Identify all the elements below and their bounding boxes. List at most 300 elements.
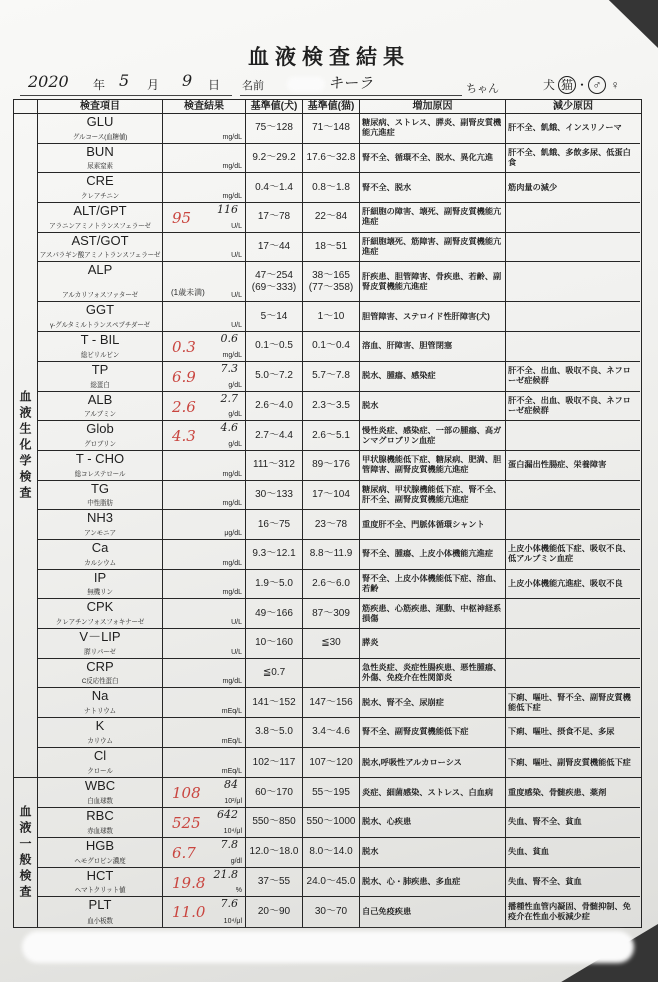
- ref-dog-cell: [246, 302, 303, 331]
- test-item-cell: [38, 203, 163, 232]
- test-item-cell: [38, 838, 163, 867]
- ref-dog-value: 47～254: [255, 269, 293, 281]
- result-unit: mg/dL: [222, 470, 242, 478]
- result-unit: mg/dL: [222, 559, 242, 567]
- name-redaction: [287, 77, 325, 92]
- increase-cause: 溶血、肝障害、胆管閉塞: [360, 332, 506, 361]
- column-header-test-item: 検査項目: [38, 100, 163, 113]
- test-item-cell: [38, 778, 163, 807]
- ref-cat-cell: [303, 897, 360, 927]
- result-value-red: 6.9: [172, 367, 196, 386]
- test-name: 白血球数: [87, 798, 113, 806]
- test-code: RBC: [86, 808, 114, 824]
- test-name: アラニンアミノトランスフェラーゼ: [49, 222, 151, 230]
- result-cell: [163, 748, 246, 778]
- test-code: TP: [91, 361, 109, 377]
- ref-dog-cell: [246, 748, 303, 778]
- species-dog-option: 犬: [542, 78, 555, 92]
- test-name: 総蛋白: [90, 381, 110, 389]
- result-unit: mEq/L: [221, 708, 242, 716]
- test-item-cell: [38, 688, 163, 717]
- result-cell: [163, 778, 246, 807]
- ref-cat-cell: [303, 451, 360, 480]
- ref-cat-cell: [303, 421, 360, 450]
- ref-dog-value: 9.3～12.1: [252, 548, 296, 560]
- ref-cat-cell: [303, 599, 360, 628]
- increase-cause: 炎症、細菌感染、ストレス、白血病: [360, 778, 506, 807]
- ref-cat-cell: [303, 233, 360, 262]
- ref-cat-cell: [303, 540, 360, 569]
- test-code: V－LIP: [79, 629, 121, 644]
- test-item-cell: [38, 262, 163, 301]
- result-value-black: 642: [217, 808, 238, 822]
- result-cell: [163, 718, 246, 747]
- decrease-cause: 肝不全、出血、吸収不良、ネフローゼ症候群: [508, 366, 631, 386]
- test-code: ALP: [87, 262, 113, 278]
- test-row: [38, 392, 640, 422]
- increase-cause: 腎不全、上皮小体機能低下症、溶血、若齢: [360, 570, 506, 599]
- result-unit: mg/dL: [222, 163, 242, 171]
- ref-dog-cell: [246, 808, 303, 837]
- ref-cat-cell: [303, 868, 360, 897]
- test-name: 尿素窒素: [87, 163, 113, 171]
- test-section: [14, 114, 641, 778]
- result-cell: [163, 897, 246, 927]
- result-unit: U/L: [231, 619, 242, 626]
- result-value-black: 84: [224, 778, 238, 792]
- decrease-cause: 上皮小体機能低下症、吸収不良、低アルブミン血症: [508, 544, 631, 564]
- ref-cat-cell: [303, 838, 360, 867]
- test-item-cell: [38, 659, 163, 688]
- ref-cat-cell: [303, 262, 360, 301]
- ref-cat-cell: [303, 332, 360, 361]
- result-unit: g/dl: [230, 857, 242, 865]
- increase-cause: 糖尿病、ストレス、膵炎、副腎皮質機能亢進症: [360, 114, 506, 143]
- increase-cause: 糖尿病、甲状腺機能低下症、腎不全、肝不全、副腎皮質機能亢進症: [360, 481, 506, 510]
- test-item-cell: [38, 233, 163, 262]
- ref-dog-cell: [246, 451, 303, 480]
- ref-dog-value: 37～55: [257, 875, 291, 887]
- name-suffix: ちゃん: [466, 83, 499, 95]
- test-row: [38, 838, 640, 868]
- test-code: HCT: [86, 867, 114, 883]
- ref-dog-value: 30～133: [255, 488, 293, 500]
- result-value-red: 95: [172, 209, 192, 228]
- decrease-cause: [506, 302, 640, 331]
- test-code: CRP: [86, 658, 114, 674]
- test-code: NH3: [86, 510, 113, 526]
- test-row: [38, 362, 640, 392]
- result-value-red: 6.7: [172, 843, 196, 862]
- decrease-cause: 蛋白漏出性腸症、栄養障害: [508, 460, 607, 470]
- ref-dog-cell: [246, 540, 303, 569]
- decrease-cause: 重度感染、骨髄疾患、薬剤: [508, 787, 607, 797]
- increase-cause: 脱水、腫瘍、感染症: [360, 362, 506, 391]
- ref-dog-cell: [246, 481, 303, 510]
- test-name: アンモニア: [84, 529, 116, 537]
- column-header-ref-cat: 基準値(猫): [303, 100, 360, 113]
- result-unit: mg/dL: [222, 133, 242, 141]
- test-row: [38, 629, 640, 659]
- ref-dog-value: 9.2～29.2: [252, 152, 296, 164]
- ref-cat-value: 89～176: [312, 459, 350, 471]
- test-name: 赤血球数: [87, 827, 113, 835]
- decrease-cause: 失血、腎不全、貧血: [508, 817, 582, 827]
- ref-cat-value: 0.1～0.4: [312, 340, 350, 352]
- result-value-black: 7.6: [220, 897, 238, 911]
- test-row: [38, 868, 640, 898]
- test-name: 無機リン: [87, 589, 113, 597]
- ref-dog-value: 102～117: [252, 756, 296, 768]
- ref-cat-cell: [303, 629, 360, 658]
- result-value-red: 4.3: [172, 427, 196, 446]
- test-name: アスパラギン酸アミノトランスフェラーゼ: [39, 252, 161, 260]
- ref-cat-value: 2.6～5.1: [312, 429, 350, 441]
- column-header-result: 検査結果: [163, 100, 246, 113]
- test-row: [38, 540, 640, 570]
- result-cell: [163, 838, 246, 867]
- decrease-cause: 上皮小体機能亢進症、吸収不良: [508, 578, 623, 588]
- test-row: [38, 203, 640, 233]
- ref-dog-cell: [246, 838, 303, 867]
- test-code: TG: [90, 480, 110, 496]
- section-label: 血液生化学検査: [18, 389, 32, 502]
- decrease-cause: [506, 332, 640, 361]
- ref-dog-value: 2.6～4.0: [255, 399, 293, 411]
- ref-dog-cell: [246, 144, 303, 173]
- ref-cat-cell: [303, 718, 360, 747]
- increase-cause: 甲状腺機能低下症、糖尿病、肥満、胆管障害、副腎皮質機能亢進症: [360, 451, 506, 480]
- test-item-cell: [38, 392, 163, 421]
- ref-dog-value: 20～90: [257, 906, 291, 918]
- test-name: 中性脂肪: [87, 500, 113, 508]
- species-cat-option: 猫: [558, 76, 576, 94]
- ref-dog-cell: [246, 510, 303, 539]
- result-cell: [163, 659, 246, 688]
- increase-cause: 肝細胞の障害、壊死、副腎皮質機能亢進症: [360, 203, 506, 232]
- ref-cat-cell: [303, 570, 360, 599]
- ref-cat-value: 30～70: [314, 906, 348, 918]
- test-row: [38, 233, 640, 263]
- ref-cat-cell: [303, 302, 360, 331]
- increase-cause: 腎不全、循環不全、脱水、異化亢進: [360, 144, 506, 173]
- test-row: [38, 748, 640, 778]
- result-value-black: 7.3: [220, 361, 238, 375]
- decrease-cause: [506, 262, 640, 301]
- test-name: クレアチンフォスフォキナーゼ: [55, 619, 145, 626]
- ref-cat-value: 0.8～1.8: [312, 181, 350, 193]
- ref-dog-value: ≦0.7: [262, 667, 286, 679]
- decrease-cause: 筋肉量の減少: [508, 182, 558, 192]
- date-year-label: 年: [93, 78, 106, 92]
- ref-dog-cell: [246, 718, 303, 747]
- ref-cat-value: 23～78: [314, 518, 348, 530]
- ref-cat-cell: [303, 748, 360, 778]
- ref-cat-value: ≦30: [321, 637, 341, 649]
- increase-cause: 腎不全、脱水: [360, 173, 506, 202]
- decrease-cause: 肝不全、出血、吸収不良、ネフローゼ症候群: [508, 395, 631, 415]
- ref-dog-cell: [246, 599, 303, 628]
- test-item-cell: [38, 868, 163, 897]
- ref-dog-value: 2.7～4.4: [255, 429, 293, 441]
- ref-cat-value: 18～51: [314, 241, 348, 253]
- ref-dog-cell: [246, 629, 303, 658]
- test-code: Na: [91, 688, 109, 704]
- test-row: [38, 332, 640, 362]
- test-code: T - CHO: [75, 450, 125, 466]
- result-cell: [163, 451, 246, 480]
- decrease-cause: 下痢、嘔吐、摂食不足、多尿: [508, 727, 615, 737]
- test-row: [38, 718, 640, 748]
- ref-cat-cell: [303, 688, 360, 717]
- ref-dog-cell: [246, 688, 303, 717]
- ref-dog-sub-value: (69～333): [251, 281, 297, 293]
- decrease-cause: [506, 421, 640, 450]
- decrease-cause: [506, 233, 640, 262]
- ref-dog-value: 0.1～0.5: [255, 340, 293, 352]
- test-item-cell: [38, 510, 163, 539]
- ref-cat-value: 8.8～11.9: [309, 548, 353, 560]
- result-value-black: 0.6: [220, 332, 238, 346]
- result-cell: [163, 392, 246, 421]
- increase-cause: 脱水: [360, 392, 506, 421]
- ref-dog-cell: [246, 897, 303, 927]
- test-item-cell: [38, 599, 163, 628]
- ref-dog-cell: [246, 114, 303, 143]
- ref-dog-value: 5～14: [260, 310, 288, 322]
- increase-cause: 脱水: [360, 838, 506, 867]
- date-underline: [20, 95, 232, 96]
- result-value-red: 108: [172, 784, 201, 803]
- test-item-cell: [38, 540, 163, 569]
- result-unit: g/dL: [228, 381, 242, 389]
- ref-cat-value: 2.3～3.5: [312, 399, 350, 411]
- result-unit: mEq/L: [221, 737, 242, 745]
- result-cell: [163, 570, 246, 599]
- column-header-ref-dog: 基準値(犬): [246, 100, 303, 113]
- test-code: Glob: [86, 421, 114, 437]
- ref-dog-cell: [246, 173, 303, 202]
- result-unit: %: [235, 887, 242, 895]
- result-unit: U/L: [231, 322, 242, 330]
- ref-dog-value: 60～170: [255, 786, 293, 798]
- ref-cat-value: 1～10: [317, 310, 345, 322]
- test-row: [38, 451, 640, 481]
- increase-cause: 急性炎症、炎症性腸疾患、悪性腫瘍、外傷、免疫介在性関節炎: [360, 659, 506, 688]
- date-day: 9: [182, 71, 193, 90]
- test-row: [38, 688, 640, 718]
- increase-cause: 肝細胞壊死、筋障害、副腎皮質機能亢進症: [360, 233, 506, 262]
- ref-cat-value: 38～165: [312, 269, 350, 281]
- ref-cat-value: 87～309: [312, 607, 350, 619]
- test-row: [38, 510, 640, 540]
- ref-dog-cell: [246, 659, 303, 688]
- ref-cat-value: 107～120: [309, 756, 353, 768]
- footer-redaction: [22, 931, 634, 963]
- ref-dog-value: 1.9～5.0: [255, 577, 293, 589]
- result-cell: [163, 114, 246, 143]
- test-name: クロール: [87, 768, 113, 776]
- test-item-cell: [38, 748, 163, 778]
- ref-dog-cell: [246, 421, 303, 450]
- ref-cat-cell: [303, 362, 360, 391]
- results-table: [13, 99, 642, 928]
- decrease-cause: [506, 599, 640, 628]
- result-cell: [163, 510, 246, 539]
- test-row: [38, 570, 640, 600]
- increase-cause: 肝疾患、胆管障害、骨疾患、若齢、副腎皮質機能亢進症: [360, 262, 506, 301]
- species-options: [540, 76, 624, 95]
- table-body: [14, 114, 641, 927]
- ref-dog-value: 550～850: [252, 816, 296, 828]
- ref-dog-value: 3.8～5.0: [255, 726, 293, 738]
- test-name: アルブミン: [84, 411, 116, 419]
- result-cell: [163, 233, 246, 262]
- result-unit: U/L: [231, 222, 242, 230]
- result-unit: 10²/μl: [224, 798, 242, 806]
- test-code: ALT/GPT: [73, 203, 127, 219]
- ref-cat-value: 17.6～32.8: [306, 152, 356, 164]
- decrease-cause: 播種性血管内凝固、骨髄抑制、免疫介在性血小板減少症: [508, 902, 631, 922]
- test-row: [38, 173, 640, 203]
- ref-dog-value: 111～312: [253, 459, 295, 471]
- test-name: C反応性蛋白: [81, 678, 119, 686]
- decrease-cause: 失血、貧血: [508, 847, 549, 857]
- ref-cat-value: 8.0～14.0: [309, 846, 353, 858]
- result-cell: [163, 302, 246, 331]
- result-cell: [163, 540, 246, 569]
- section-label-cell: [14, 114, 38, 777]
- sex-female-option: ♀: [610, 78, 620, 92]
- result-value-red: 0.3: [172, 338, 196, 357]
- result-value-red: 525: [172, 814, 201, 833]
- ref-dog-value: 10～160: [255, 637, 293, 649]
- test-item-cell: [38, 718, 163, 747]
- ref-dog-value: 0.4～1.4: [255, 181, 293, 193]
- decrease-cause: 下痢、嘔吐、腎不全、副腎皮質機能低下症: [508, 692, 631, 712]
- column-header-increase: 増加原因: [360, 100, 506, 113]
- ref-dog-value: 49～166: [255, 607, 293, 619]
- result-value-black: 4.6: [220, 421, 238, 435]
- ref-cat-sub-value: (77～358): [308, 281, 354, 293]
- test-code: WBC: [84, 778, 116, 794]
- test-item-cell: [38, 302, 163, 331]
- test-name: 膵リパーゼ: [84, 648, 116, 656]
- result-unit: mg/dL: [222, 500, 242, 508]
- test-row: [38, 659, 640, 689]
- test-code: Cl: [93, 747, 107, 763]
- increase-cause: 腎不全、副腎皮質機能低下症: [360, 718, 506, 747]
- ref-cat-cell: [303, 173, 360, 202]
- test-row: [38, 808, 640, 838]
- ref-cat-value: 550～1000: [306, 816, 356, 828]
- test-name: ヘマトクリット値: [74, 887, 126, 895]
- ref-cat-cell: [303, 144, 360, 173]
- result-cell: [163, 688, 246, 717]
- test-row: [38, 897, 640, 927]
- test-code: PLT: [88, 897, 112, 913]
- test-code: IP: [93, 569, 107, 585]
- test-item-cell: [38, 570, 163, 599]
- test-code: ALB: [87, 391, 113, 407]
- result-unit: 10⁴/μl: [223, 917, 242, 925]
- date-year: 2020: [28, 72, 69, 91]
- ref-dog-cell: [246, 868, 303, 897]
- result-cell: [163, 144, 246, 173]
- result-cell: [163, 362, 246, 391]
- test-item-cell: [38, 114, 163, 143]
- test-name: 血小板数: [87, 917, 113, 925]
- test-name: 総ビリルビン: [80, 351, 120, 359]
- ref-dog-value: 5.0～7.2: [255, 370, 293, 382]
- increase-cause: 脱水、心・肺疾患、多血症: [360, 868, 506, 897]
- test-code: CRE: [86, 173, 114, 189]
- ref-dog-value: 16～75: [257, 518, 291, 530]
- result-value-black: 2.7: [220, 391, 238, 405]
- ref-cat-cell: [303, 808, 360, 837]
- result-cell: [163, 421, 246, 450]
- result-unit: 10⁴/μl: [223, 827, 242, 835]
- result-unit: mg/dL: [222, 193, 242, 201]
- test-code: Ca: [91, 539, 109, 555]
- result-unit: mg/dL: [222, 678, 242, 686]
- ref-cat-value: 71～148: [312, 122, 350, 134]
- decrease-cause: [506, 659, 640, 688]
- result-cell: [163, 173, 246, 202]
- section-label-cell: [14, 778, 38, 926]
- test-row: [38, 599, 640, 629]
- ref-dog-value: 141～152: [252, 696, 296, 708]
- result-value-red: 11.0: [172, 903, 206, 922]
- ref-cat-value: 17～104: [312, 488, 350, 500]
- result-unit: μg/dL: [224, 529, 242, 537]
- test-row: [38, 302, 640, 332]
- name-label: 名前: [242, 80, 264, 92]
- test-code: K: [95, 718, 105, 734]
- increase-cause: 脱水、腎不全、尿崩症: [360, 688, 506, 717]
- increase-cause: 脱水、心疾患: [360, 808, 506, 837]
- ref-dog-cell: [246, 332, 303, 361]
- test-item-cell: [38, 173, 163, 202]
- test-code: HGB: [85, 837, 115, 853]
- result-value-black: 7.8: [220, 837, 238, 851]
- ref-cat-value: 147～156: [309, 696, 353, 708]
- test-item-cell: [38, 897, 163, 927]
- test-item-cell: [38, 362, 163, 391]
- test-name: アルカリフォスファターゼ: [62, 292, 138, 300]
- section-column-header: [14, 100, 38, 113]
- increase-cause: 慢性炎症、感染症、一部の腫瘍、高ガンマグロブリン血症: [360, 421, 506, 450]
- result-cell: [163, 262, 246, 301]
- decrease-cause: 肝不全、飢餓、インスリノーマ: [508, 123, 622, 133]
- decrease-cause: 下痢、嘔吐、副腎皮質機能低下症: [508, 757, 631, 767]
- date-month-label: 月: [147, 78, 160, 92]
- result-unit: mEq/L: [221, 768, 242, 776]
- name-underline: [240, 95, 462, 96]
- decrease-cause: 肝不全、飢餓、多飲多尿、低蛋白食: [508, 148, 631, 168]
- result-cell: [163, 808, 246, 837]
- ref-dog-value: 12.0～18.0: [249, 846, 299, 858]
- result-unit: mg/dL: [222, 351, 242, 359]
- ref-cat-cell: [303, 659, 360, 688]
- result-note: (1歳未満): [171, 288, 205, 298]
- ref-cat-value: 22～84: [314, 211, 348, 223]
- result-unit: g/dL: [228, 411, 242, 419]
- result-cell: [163, 203, 246, 232]
- document-title: 血液検査結果: [248, 46, 410, 69]
- section-rows: [38, 778, 640, 926]
- result-value-red: 2.6: [172, 397, 196, 416]
